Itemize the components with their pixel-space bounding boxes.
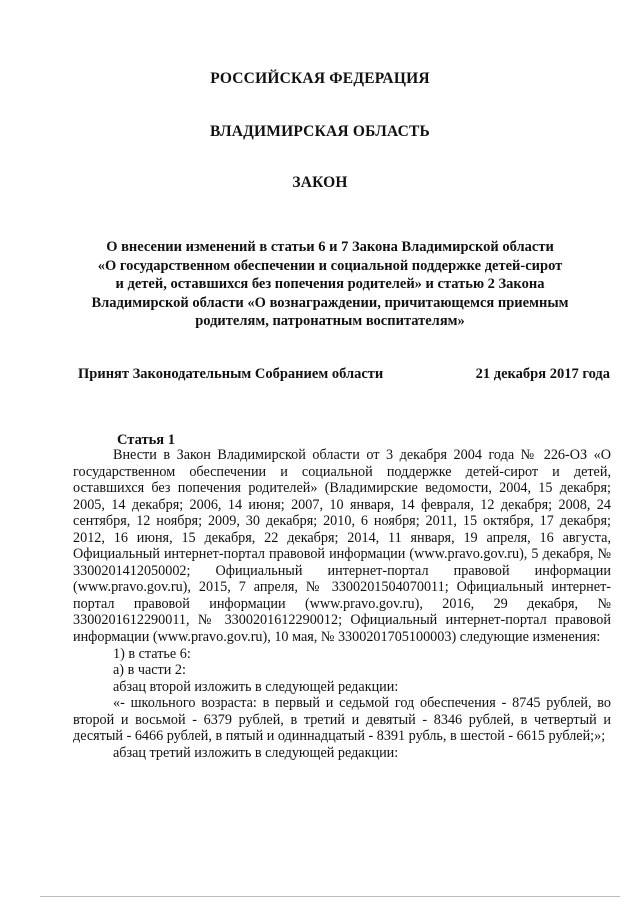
article-paragraph: Внести в Закон Владимирской области от 3 декабря 2004 года № 226-ОЗ «О государственном обеспечении и социальной поддержке детей-сирот и детей, оставшихся без попечения родителей» (Владимирские ведомости, 2004, 15 декабря; 2005, 14 декабря; 2006, 14 июня; 2007, 10 января, 14 февраля, 12 декабря; 2008, 24 сентября, 12 ноября; 2009, 30 декабря; 2010, 6 ноября; 2011, 15 октября, 17 декабря; 2012, 16 июня, 15 декабря, 22 декабря; 2014, 11 января, 19 апреля, 16 августа, Официальный интернет-портал правовой информации (www.pravo.gov.ru), 5 декабря, № 3300201412050002; Официальный интернет-портал правовой информации (www.pravo.gov.ru), 2015, 7 апреля, № 3300201504070011; Официальный интернет-портал правовой информации (www.pravo.gov.ru), 2016, 29 декабря, № 3300201612290011, № 3300201612290012; Официальный интернет-портал правовой информации (www.pravo.gov.ru), 10 мая, № 3300201705100003) следующие изменения:	[73, 447, 611, 646]
adoption-date: 21 декабря 2017 года	[475, 366, 610, 382]
law-title-line: «О государственном обеспечении и социальной поддержке детей-сирот	[97, 257, 563, 274]
article-paragraph: абзац второй изложить в следующей редакции:	[113, 678, 399, 695]
article-paragraph: абзац третий изложить в следующей редакции:	[113, 744, 399, 761]
article-heading: Статья 1	[117, 432, 175, 448]
article-paragraph: 1) в статье 6:	[113, 645, 191, 662]
law-title-line: О внесении изменений в статьи 6 и 7 Закона Владимирской области	[106, 239, 554, 255]
law-title	[60, 238, 600, 331]
law-title-line: и детей, оставшихся без попечения родителей» и статью 2 Закона	[115, 276, 545, 293]
law-title-line: Владимирской области «О вознаграждении, причитающемся приемным	[91, 294, 569, 311]
page-bottom-edge	[40, 896, 620, 897]
doc-type-heading: ЗАКОН	[292, 174, 348, 191]
region-heading: ВЛАДИМИРСКАЯ ОБЛАСТЬ	[210, 123, 430, 140]
article-body	[73, 447, 611, 761]
country-heading: РОССИЙСКАЯ ФЕДЕРАЦИЯ	[210, 70, 430, 87]
article-paragraph: «- школьного возраста: в первый и седьмой год обеспечения - 8745 рублей, во второй и восьмой - 6379 рублей, в третий и девятый - 8346 рублей, в четвертый и десятый - 6466 рублей, в пятый и одиннадцатый - 8391 рубль, в шестой - 6615 рублей;»;	[73, 695, 611, 745]
article-paragraph: а) в части 2:	[113, 662, 186, 679]
adopted-by: Принят Законодательным Собранием области	[78, 366, 384, 382]
law-title-line: родителям, патронатным воспитателям»	[195, 313, 465, 330]
